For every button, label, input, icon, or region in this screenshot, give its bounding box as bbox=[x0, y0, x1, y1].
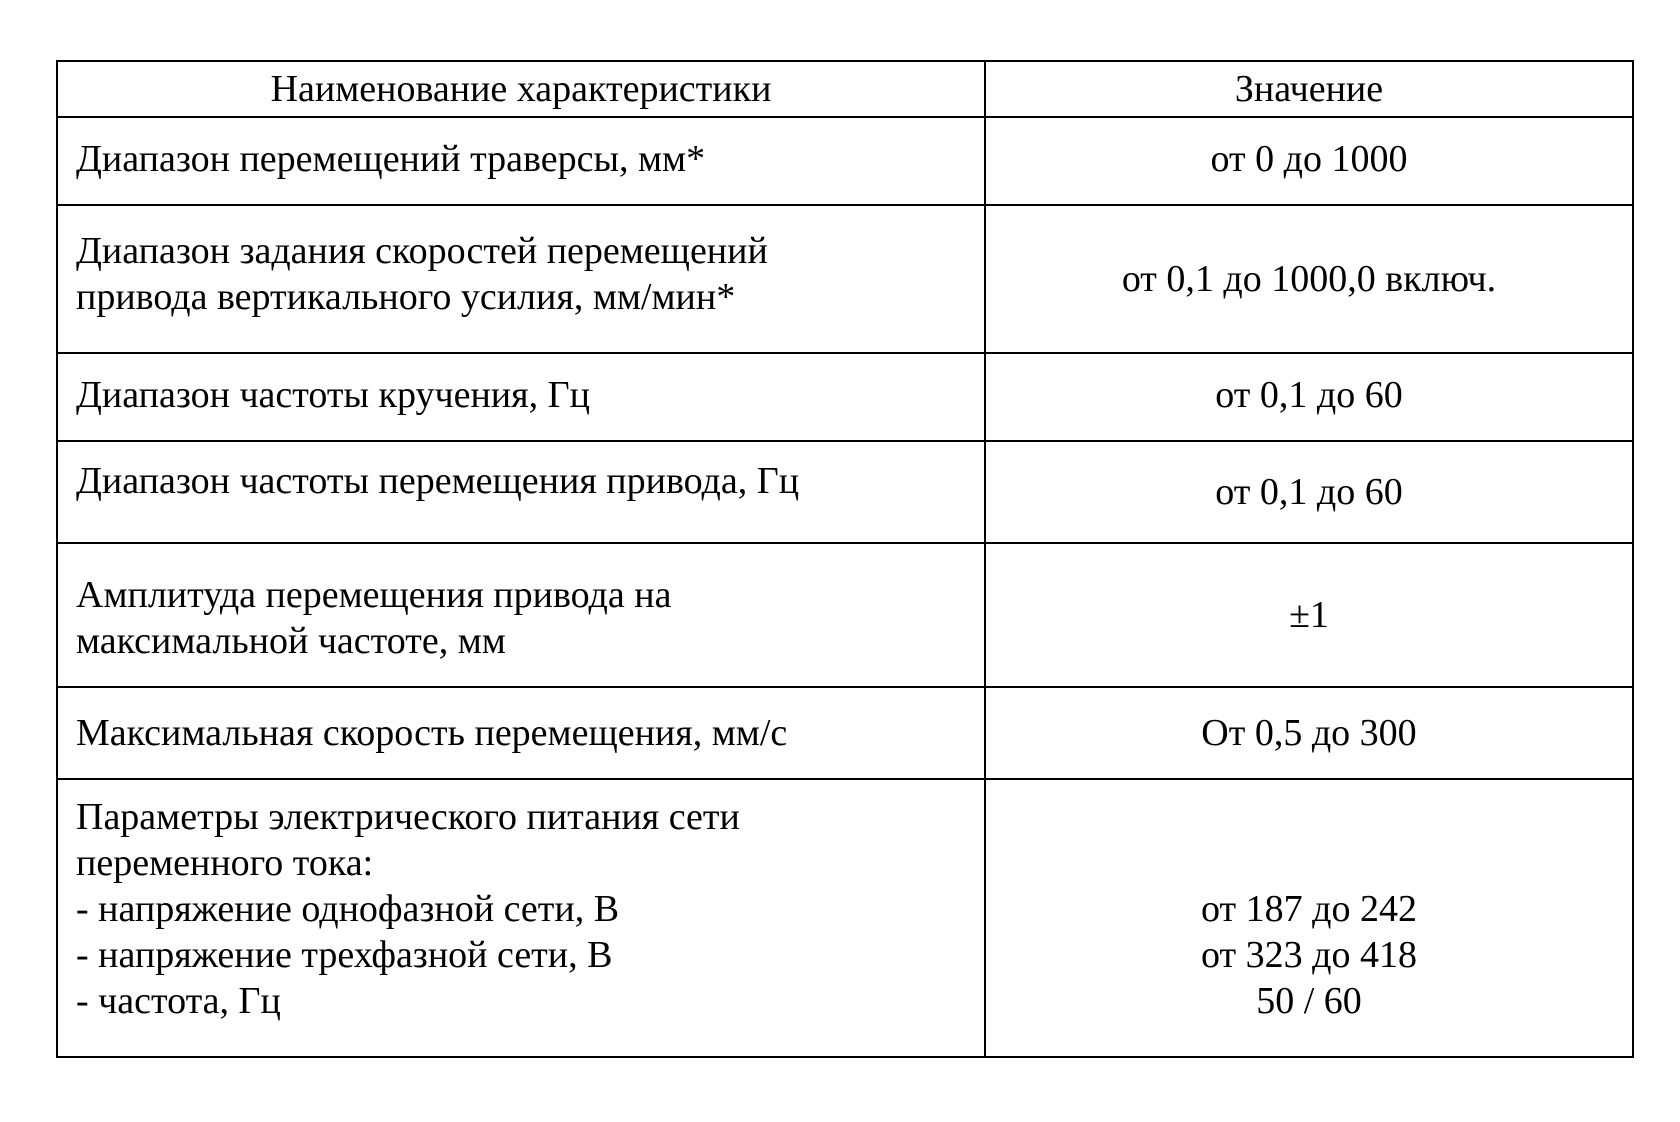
table-row bbox=[57, 205, 1633, 353]
cell-text: Диапазон перемещений траверсы, мм* bbox=[76, 138, 706, 180]
cell-text: от 323 до 418 bbox=[1201, 934, 1417, 976]
cell-value bbox=[985, 205, 1633, 353]
table-row bbox=[57, 543, 1633, 687]
cell-value bbox=[985, 353, 1633, 441]
cell-text: - напряжение однофазной сети, В bbox=[76, 888, 620, 930]
cell-text: переменного тока: bbox=[76, 842, 374, 884]
cell-text: Диапазон задания скоростей перемещений bbox=[76, 230, 768, 272]
cell-text: Максимальная скорость перемещения, мм/с bbox=[76, 712, 788, 754]
cell-text: от 187 до 242 bbox=[1201, 888, 1417, 930]
cell-name bbox=[57, 543, 985, 687]
cell-value bbox=[985, 687, 1633, 779]
table-row bbox=[57, 353, 1633, 441]
cell-text: - напряжение трехфазной сети, В bbox=[76, 934, 613, 976]
cell-text: от 0,1 до 60 bbox=[1215, 374, 1403, 416]
cell-text: - частота, Гц bbox=[76, 980, 281, 1022]
cell-name bbox=[57, 779, 985, 1057]
table-row bbox=[57, 779, 1633, 1057]
table-row bbox=[57, 441, 1633, 543]
cell-text: От 0,5 до 300 bbox=[1201, 712, 1417, 754]
cell-value bbox=[985, 779, 1633, 1057]
header-value: Значение bbox=[985, 61, 1633, 117]
cell-text: от 0,1 до 1000,0 включ. bbox=[1121, 258, 1497, 300]
cell-text: от 0,1 до 60 bbox=[1215, 471, 1403, 513]
table-row bbox=[57, 117, 1633, 205]
cell-text: от 0 до 1000 bbox=[1210, 138, 1408, 180]
cell-text: привода вертикального усилия, мм/мин* bbox=[76, 276, 736, 318]
cell-text: Диапазон частоты перемещения привода, Гц bbox=[76, 460, 800, 502]
cell-name bbox=[57, 117, 985, 205]
cell-name bbox=[57, 353, 985, 441]
cell-name bbox=[57, 441, 985, 543]
cell-text: 50 / 60 bbox=[1256, 980, 1362, 1022]
cell-value bbox=[985, 543, 1633, 687]
spec-table bbox=[56, 60, 1634, 1058]
table-header-row bbox=[57, 61, 1633, 117]
cell-text: ±1 bbox=[1289, 594, 1329, 636]
cell-text: Диапазон частоты кручения, Гц bbox=[76, 374, 590, 416]
cell-text: максимальной частоте, мм bbox=[76, 620, 506, 662]
cell-text: Амплитуда перемещения привода на bbox=[76, 574, 672, 616]
cell-value bbox=[985, 117, 1633, 205]
cell-value bbox=[985, 441, 1633, 543]
table-row bbox=[57, 687, 1633, 779]
cell-text: Параметры электрического питания сети bbox=[76, 796, 740, 838]
cell-name bbox=[57, 687, 985, 779]
cell-name bbox=[57, 205, 985, 353]
header-name: Наименование характеристики bbox=[57, 61, 985, 117]
